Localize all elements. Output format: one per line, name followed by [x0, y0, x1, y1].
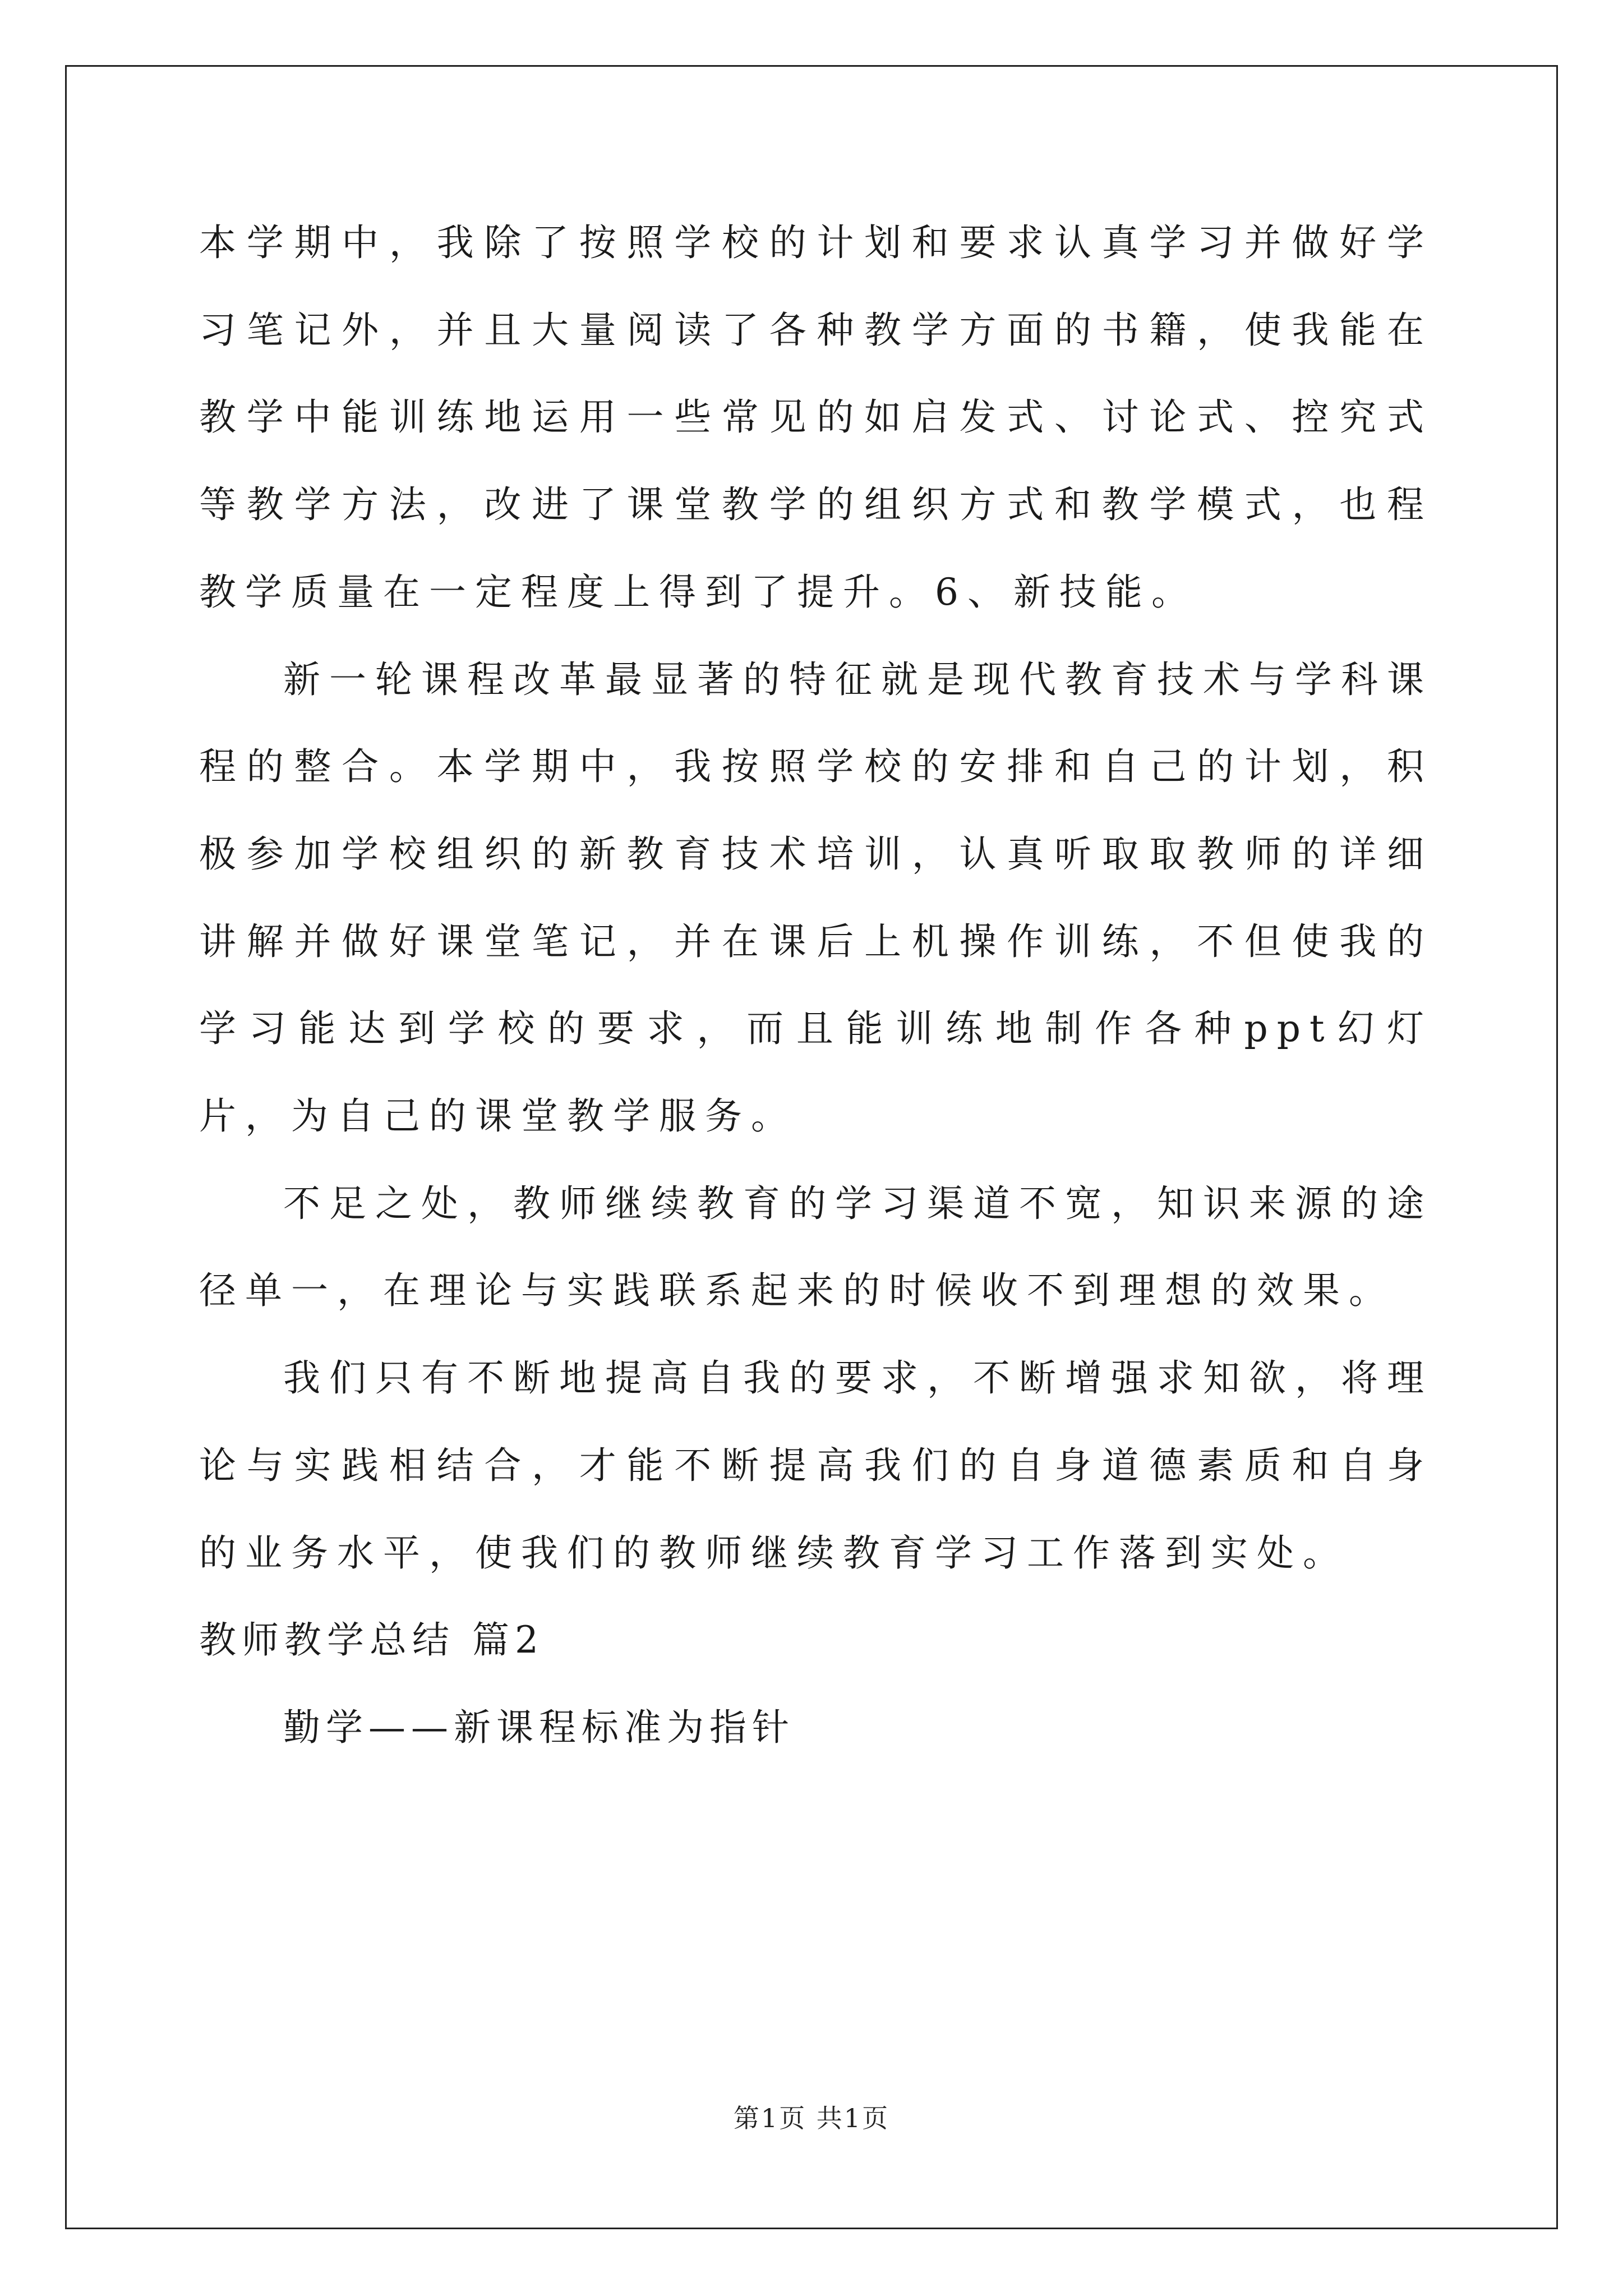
paragraph-4: 我们只有不断地提高自我的要求，不断增强求知欲，将理论与实践相结合，才能不断提高我们的自身道德素质和自身的业务水平，使我们的教师继续教育学习工作落到实处。 [199, 1356, 1433, 1575]
page-number-footer: 第1页 共1页 [733, 2103, 890, 2133]
paragraph-2: 新一轮课程改革最显著的特征就是现代教育技术与学科课程的整合。本学期中，我按照学校的安排和自己的计划，积极参加学校组织的新教育技术培训，认真听取取教师的详细讲解并做好课堂笔记，并在课后上机操作训练，不但使我的学习能达到学校的要求，而且能训练地制作各种ppt幻灯片，为自己的课堂教学服务。 [199, 657, 1433, 1138]
paragraph-3: 不足之处，教师继续教育的学习渠道不宽，知识来源的途径单一，在理论与实践联系起来的时候收不到理想的效果。 [199, 1181, 1433, 1313]
section-heading: 教师教学总结 篇2 [199, 1618, 544, 1662]
paragraph-1: 本学期中，我除了按照学校的计划和要求认真学习并做好学习笔记外，并且大量阅读了各种教学方面的书籍，使我能在教学中能训练地运用一些常见的如启发式、讨论式、控究式等教学方法，改进了课堂教学的组织方式和教学模式，也程教学质量在一定程度上得到了提升。6、新技能。 [199, 221, 1433, 614]
document-body [199, 199, 1433, 1772]
subheading: 勤学——新课程标准为指针 [283, 1705, 795, 1749]
